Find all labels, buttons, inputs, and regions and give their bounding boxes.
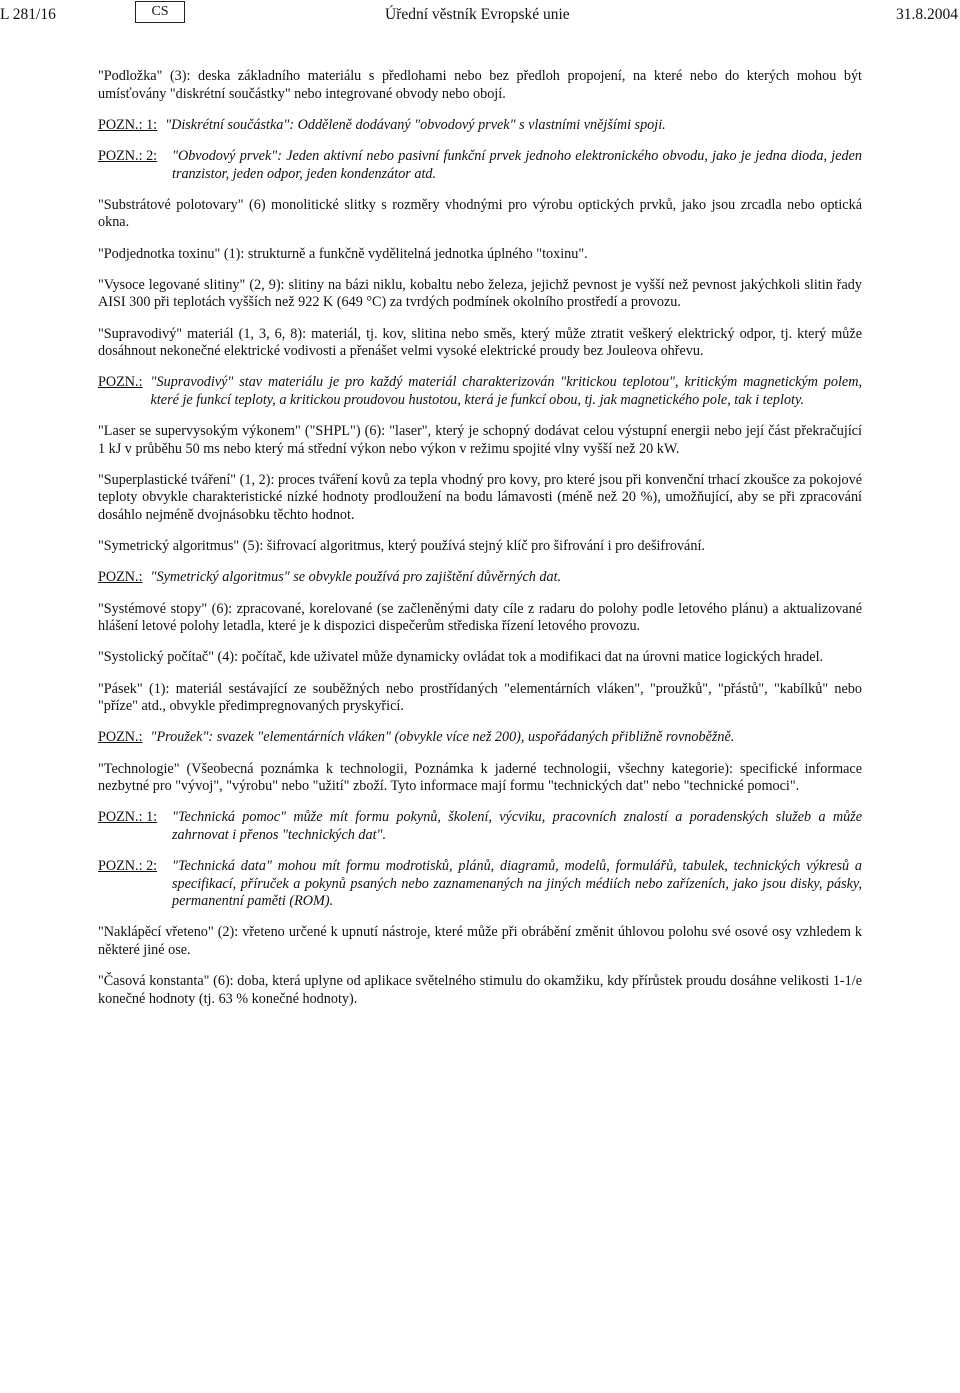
definition-paragraph: "Systémové stopy" (6): zpracované, korelované (se začleněnými daty cíle z radaru do polohy podle letového plánu) a aktualizované hlášení letové polohy letadla, které je k dispozici dispečerům střediska řízení letového provozu.	[98, 600, 862, 635]
definition-paragraph: "Superplastické tváření" (1, 2): proces tváření kovů za tepla vhodný pro kovy, pro které jsou při konvenční trhací zkoušce za pokojové teploty obvykle charakteristické nízké hodnoty prodloužení na bodu lámavosti (méně než 20 %), umožňující, aby se při zpracování dosáhlo nejméně dvojnásobku těchto hodnot.	[98, 471, 862, 524]
page-header	[0, 0, 960, 32]
definition-paragraph: "Naklápěcí vřeteno" (2): vřeteno určené k upnutí nástroje, které může při obrábění změnit úhlovou polohu své osové osy vzhledem k některé jiné ose.	[98, 924, 862, 959]
note-label: POZN.: 1:	[98, 809, 158, 826]
issue-date: 31.8.2004	[896, 6, 958, 23]
note-text: "Proužek": svazek "elementárních vláken" (obvykle více než 200), uspořádaných přibližně rovnoběžně.	[150, 729, 735, 746]
note-text: "Diskrétní součástka": Odděleně dodávaný "obvodový prvek" s vlastními vnějšími spoji.	[165, 116, 666, 133]
note	[98, 374, 862, 409]
page-number: L 281/16	[0, 6, 56, 23]
note	[98, 858, 862, 911]
definition-paragraph: "Podjednotka toxinu" (1): strukturně a funkčně vydělitelná jednotka úplného "toxinu".	[98, 245, 588, 262]
note	[98, 809, 862, 844]
document-body	[98, 68, 862, 1022]
definition-paragraph: "Systolický počítač" (4): počítač, kde uživatel může dynamicky ovládat tok a modifikaci dat na úrovni matice logických hradel.	[98, 649, 824, 666]
definition-paragraph: "Substrátové polotovary" (6) monolitické slitky s rozměry vhodnými pro výrobu optických prvků, jako jsou zrcadla nebo optická okna.	[98, 196, 862, 231]
note-label: POZN.: 2:	[98, 858, 158, 875]
language-badge: CS	[135, 1, 185, 23]
journal-title: Úřední věstník Evropské unie	[385, 6, 570, 23]
note-text: "Supravodivý" stav materiálu je pro každý materiál charakterizován "kritickou teplotou", kritickým magnetickým polem, které je funkcí teploty, a kritickou proudovou hustotou, která je funkcí obou, tj. jak magnetického pole, tak i teploty.	[150, 374, 862, 408]
definition-paragraph: "Pásek" (1): materiál sestávající ze souběžných nebo prostřídaných "elementárních vláken", "proužků", "přástů", "kabílků" nebo "příze" atd., obvykle předimpregnovaných pryskyřicí.	[98, 680, 862, 715]
definition-paragraph: "Časová konstanta" (6): doba, která uplyne od aplikace světelného stimulu do okamžiku, kdy přírůstek proudu dosáhne velikosti 1-1/e konečné hodnoty (tj. 63 % konečné hodnoty).	[98, 973, 862, 1007]
definition-paragraph: "Technologie" (Všeobecná poznámka k technologii, Poznámka k jaderné technologii, všechny kategorie): specifické informace nezbytné pro "vývoj", "výrobu" nebo "užití" zboží. Tyto informace mají formu "technických dat" nebo "technické pomoci".	[98, 760, 862, 795]
definition-paragraph: "Symetrický algoritmus" (5): šifrovací algoritmus, který používá stejný klíč pro šifrování i pro dešifrování.	[98, 538, 705, 555]
note	[98, 729, 862, 747]
definition-paragraph: "Podložka" (3): deska základního materiálu s předlohami nebo bez předloh propojení, na které nebo do kterých mohou být umísťovány "diskrétní součástky" nebo integrované obvody nebo obojí.	[98, 68, 862, 102]
note-label: POZN.: 2:	[98, 147, 158, 164]
note-text: "Technická pomoc" může mít formu pokynů, školení, výcviku, pracovních znalostí a poradenských služeb a může zahrnovat i přenos "technických dat".	[172, 809, 862, 843]
definition-paragraph: "Laser se supervysokým výkonem" ("SHPL") (6): "laser", který je schopný dodávat celou výstupní energii nebo její část překračující 1 kJ v průběhu 50 ms nebo který má střední výkon nebo výkon v režimu spojité vlny vyšší než 20 kW.	[98, 423, 862, 457]
note-label: POZN.:	[98, 729, 143, 746]
note-label: POZN.:	[98, 569, 143, 586]
note	[98, 569, 862, 587]
definition-paragraph: "Supravodivý" materiál (1, 3, 6, 8): materiál, tj. kov, slitina nebo směs, který může ztratit veškerý elektrický odpor, tj. který může dosáhnout nekonečné elektrické vodivosti a přenášet velmi vysoké elektrické proudy bez Jouleova ohřevu.	[98, 325, 862, 360]
note-text: "Symetrický algoritmus" se obvykle používá pro zajištění důvěrných dat.	[150, 569, 562, 586]
note-label: POZN.:	[98, 374, 143, 391]
note-text: "Obvodový prvek": Jeden aktivní nebo pasivní funkční prvek jednoho elektronického obvodu, jako je jedna dioda, jeden tranzistor, jeden odpor, jeden kondenzátor atd.	[172, 147, 862, 182]
note-label: POZN.: 1:	[98, 116, 158, 133]
note	[98, 117, 862, 135]
note-text: "Technická data" mohou mít formu modrotisků, plánů, diagramů, modelů, formulářů, tabulek, technických výkresů a specifikací, příruček a pokynů psaných nebo zaznamenaných na jiných médiích nebo zařízeních, jako jsou disky, pásky, permanentní paměti (ROM).	[172, 858, 862, 910]
definition-paragraph: "Vysoce legované slitiny" (2, 9): slitiny na bázi niklu, kobaltu nebo železa, jejichž pevnost je vyšší než pevnost jakýchkoli slitin řady AISI 300 při teplotách vyšších než 922 K (649 °C) za tvrdých podmínek okolního prostředí a provozu.	[98, 276, 862, 311]
note	[98, 148, 862, 183]
